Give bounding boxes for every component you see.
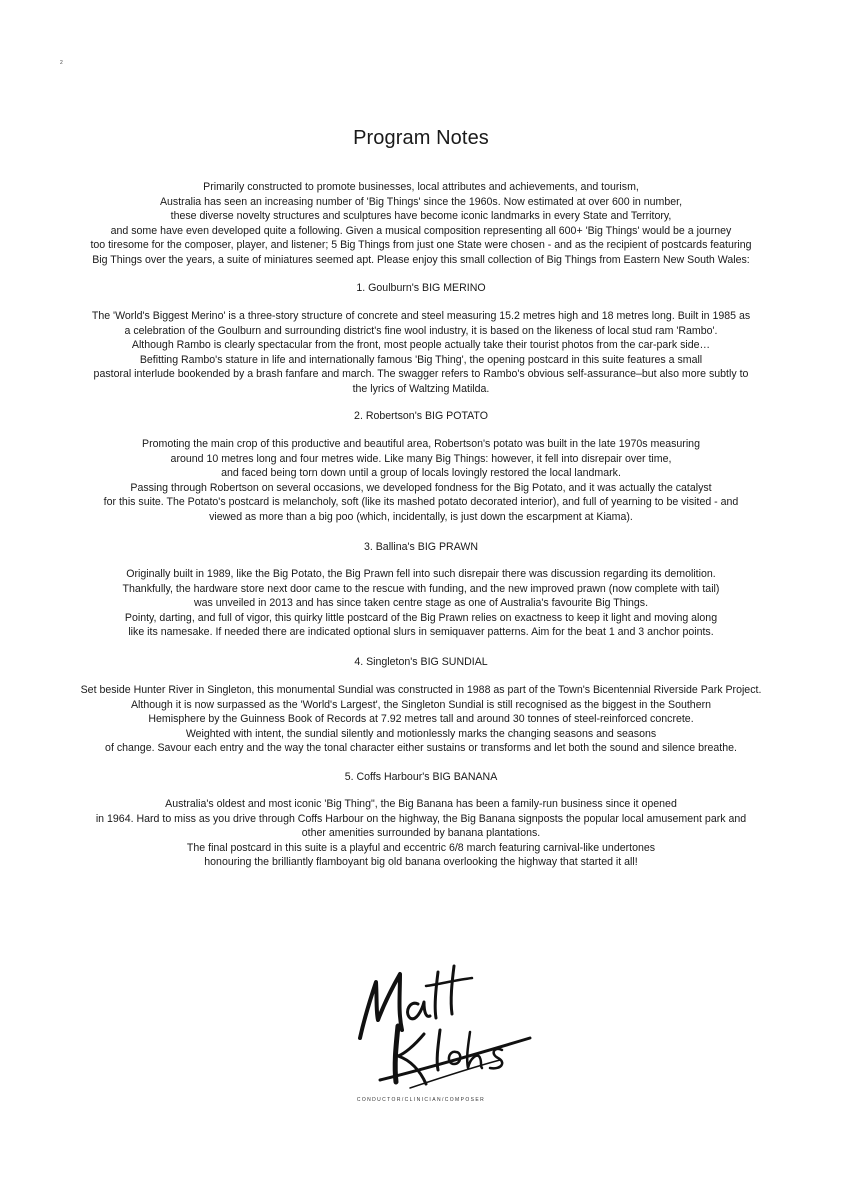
body-line: other amenities surrounded by banana plantations.	[301, 827, 541, 840]
section-heading-big-merino: 1. Goulburn's BIG MERINO	[356, 282, 486, 294]
section-heading-big-sundial: 4. Singleton's BIG SUNDIAL	[354, 656, 488, 668]
section-body-big-merino	[0, 309, 842, 397]
body-line: viewed as more than a big poo (which, incidentally, is just down the escarpment at Kiama).	[209, 510, 633, 523]
intro-line: Primarily constructed to promote businesses, local attributes and achievements, and tourism,	[203, 181, 639, 193]
page-number: 2	[60, 60, 63, 66]
body-line: Originally built in 1989, like the Big Potato, the Big Prawn fell into such disrepair there was discussion regarding its demolition.	[126, 568, 716, 580]
signature-logo	[340, 960, 540, 1110]
body-line: of change. Savour each entry and the way the tonal character either sustains or transforms and let both the sound and silence breathe.	[105, 742, 737, 755]
body-line: Although it is now surpassed as the 'World's Largest', the Singleton Sundial is still recognised as the biggest in the Southern	[130, 698, 712, 711]
intro-line: Big Things over the years, a suite of miniatures seemed apt. Please enjoy this small collection of Big Things from Eastern New South Wales:	[92, 253, 750, 266]
body-line: was unveiled in 2013 and has since taken centre stage as one of Australia's favourite Big Things.	[193, 597, 649, 610]
body-line: like its namesake. If needed there are indicated optional slurs in semiquaver patterns. Aim for the beat 1 and 3 anchor points.	[128, 626, 714, 639]
body-line: the lyrics of Waltzing Matilda.	[352, 382, 490, 395]
body-line: around 10 metres long and four metres wide. Like many Big Things: however, it fell into disrepair over time,	[170, 452, 672, 465]
body-line: for this suite. The Potato's postcard is melancholy, soft (like its mashed potato decorated interior), and full of yearning to be visited - and	[103, 496, 739, 509]
body-line: Befitting Rambo's stature in life and internationally famous 'Big Thing', the opening postcard in this suite features a small	[139, 353, 703, 366]
signature-caption: CONDUCTOR/CLINICIAN/COMPOSER	[356, 1097, 486, 1103]
section-body-big-potato	[0, 437, 842, 525]
body-line: honouring the brilliantly flamboyant big old banana overlooking the highway that started it all!	[204, 856, 638, 869]
body-line: The 'World's Biggest Merino' is a three-story structure of concrete and steel measuring 15.2 metres high and 18 metres long. Built in 1985 as	[91, 310, 751, 322]
body-line: a celebration of the Goulburn and surrounding district's fine wool industry, it is based on the likeness of local stud ram 'Rambo'.	[124, 324, 718, 337]
body-line: Promoting the main crop of this productive and beautiful area, Robertson's potato was built in the late 1970s measuring	[142, 438, 700, 450]
intro-line: Australia has seen an increasing number of 'Big Things' since the 1960s. Now estimated at over 600 in number,	[159, 195, 683, 208]
intro-line: too tiresome for the composer, player, and listener; 5 Big Things from just one State were chosen - and as the recipient of postcards featuring	[90, 239, 752, 252]
body-line: Although Rambo is clearly spectacular from the front, most people actually take their tourist photos from the car-park side…	[131, 339, 711, 352]
body-line: Passing through Robertson on several occasions, we developed fondness for the Big Potato, and it was actually the catalyst	[130, 481, 712, 494]
body-line: in 1964. Hard to miss as you drive through Coffs Harbour on the highway, the Big Banana signposts the popular local amusement park and	[95, 812, 747, 825]
body-line: Hemisphere by the Guinness Book of Records at 7.92 metres tall and around 30 tonnes of steel-reinforced concrete.	[148, 713, 694, 726]
body-line: Weighted with intent, the sundial silently and motionlessly marks the changing seasons and seasons	[185, 727, 657, 740]
body-line: pastoral interlude bookended by a brash fanfare and march. The swagger refers to Rambo's obvious self-assurance–but also more subtly to	[93, 368, 749, 381]
section-heading-big-prawn: 3. Ballina's BIG PRAWN	[363, 541, 479, 553]
intro-paragraph	[0, 180, 842, 268]
section-body-big-prawn	[0, 567, 842, 640]
section-heading-big-potato: 2. Robertson's BIG POTATO	[354, 410, 488, 422]
section-body-big-sundial	[0, 683, 842, 756]
intro-line: these diverse novelty structures and sculptures have become iconic landmarks in every State and Territory,	[170, 210, 672, 223]
body-line: and faced being torn down until a group of locals lovingly restored the local landmark.	[221, 467, 621, 480]
intro-line: and some have even developed quite a following. Given a musical composition representing all 600+ 'Big Things' would be a journey	[110, 224, 732, 237]
section-heading-big-banana: 5. Coffs Harbour's BIG BANANA	[344, 771, 498, 783]
body-line: Pointy, darting, and full of vigor, this quirky little postcard of the Big Prawn relies on exactness to keep it light and moving along	[124, 611, 718, 624]
body-line: The final postcard in this suite is a playful and eccentric 6/8 march featuring carnival-like undertones	[186, 841, 656, 854]
body-line: Australia's oldest and most iconic 'Big Thing", the Big Banana has been a family-run business since it opened	[165, 798, 677, 810]
page-title: Program Notes	[353, 127, 489, 149]
body-line: Set beside Hunter River in Singleton, this monumental Sundial was constructed in 1988 as part of the Town's Bicentennial Riverside Park Project.	[80, 684, 762, 696]
body-line: Thankfully, the hardware store next door came to the rescue with funding, and the new improved prawn (now complete with tail)	[122, 582, 720, 595]
section-body-big-banana	[0, 797, 842, 870]
